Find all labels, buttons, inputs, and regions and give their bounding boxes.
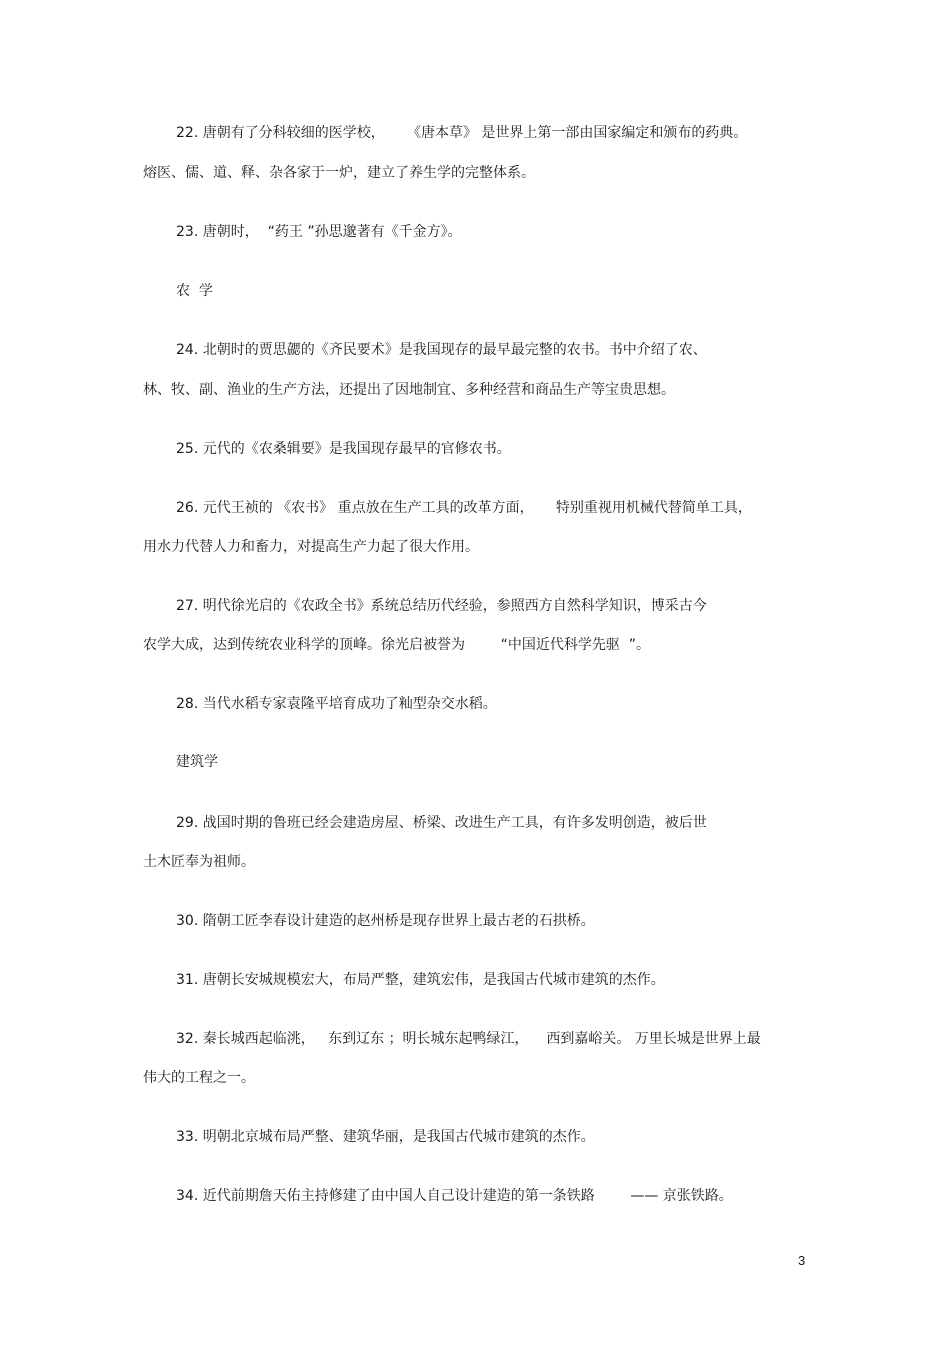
text-line: 28. 当代水稻专家袁隆平培育成功了籼型杂交水稻。 — [176, 696, 497, 712]
text-line: 23. 唐朝时， “药王 ”孙思邈著有《千金方》。 — [176, 224, 462, 240]
text-line: 27. 明代徐光启的《农政全书》系统总结历代经验，参照西方自然科学知识，博采古今 — [176, 598, 707, 614]
text-line: 26. 元代王祯的 《农书》 重点放在生产工具的改革方面， 特别重视用机械代替简单工具， — [176, 500, 752, 516]
text-line: 25. 元代的《农桑辑要》是我国现存最早的官修农书。 — [176, 441, 511, 457]
text-line: 农学大成，达到传统农业科学的顶峰。徐光启被誉为 “中国近代科学先驱 ”。 — [143, 637, 651, 653]
text-line: 30. 隋朝工匠李春设计建造的赵州桥是现存世界上最古老的石拱桥。 — [176, 913, 595, 929]
section-heading: 农 学 — [176, 283, 213, 299]
text-line: 土木匠奉为祖师。 — [143, 854, 255, 870]
section-heading: 建筑学 — [176, 754, 218, 770]
text-line: 伟大的工程之一。 — [143, 1070, 255, 1086]
text-line: 32. 秦长城西起临洮， 东到辽东 ；明长城东起鸭绿江， 西到嘉峪关。 万里长城是世界上最 — [176, 1031, 761, 1047]
text-line: 用水力代替人力和畜力，对提高生产力起了很大作用。 — [143, 539, 479, 555]
text-line: 29. 战国时期的鲁班已经会建造房屋、桥梁、改进生产工具，有许多发明创造，被后世 — [176, 815, 707, 831]
text-line: 31. 唐朝长安城规模宏大，布局严整，建筑宏伟，是我国古代城市建筑的杰作。 — [176, 972, 665, 988]
text-line: 熔医、儒、道、释、杂各家于一炉，建立了养生学的完整体系。 — [143, 165, 535, 181]
page-number: 3 — [798, 1253, 806, 1268]
text-line: 22. 唐朝有了分科较细的医学校， 《唐本草》 是世界上第一部由国家编定和颁布的药典。 — [176, 125, 748, 141]
text-line: 34. 近代前期詹天佑主持修建了由中国人自己设计建造的第一条铁路 —— 京张铁路。 — [176, 1188, 733, 1204]
text-line: 33. 明朝北京城布局严整、建筑华丽，是我国古代城市建筑的杰作。 — [176, 1129, 595, 1145]
text-line: 林、牧、副、渔业的生产方法，还提出了因地制宜、多种经营和商品生产等宝贵思想。 — [143, 382, 675, 398]
text-line: 24. 北朝时的贾思勰的《齐民要术》是我国现存的最早最完整的农书。书中介绍了农、 — [176, 342, 707, 358]
